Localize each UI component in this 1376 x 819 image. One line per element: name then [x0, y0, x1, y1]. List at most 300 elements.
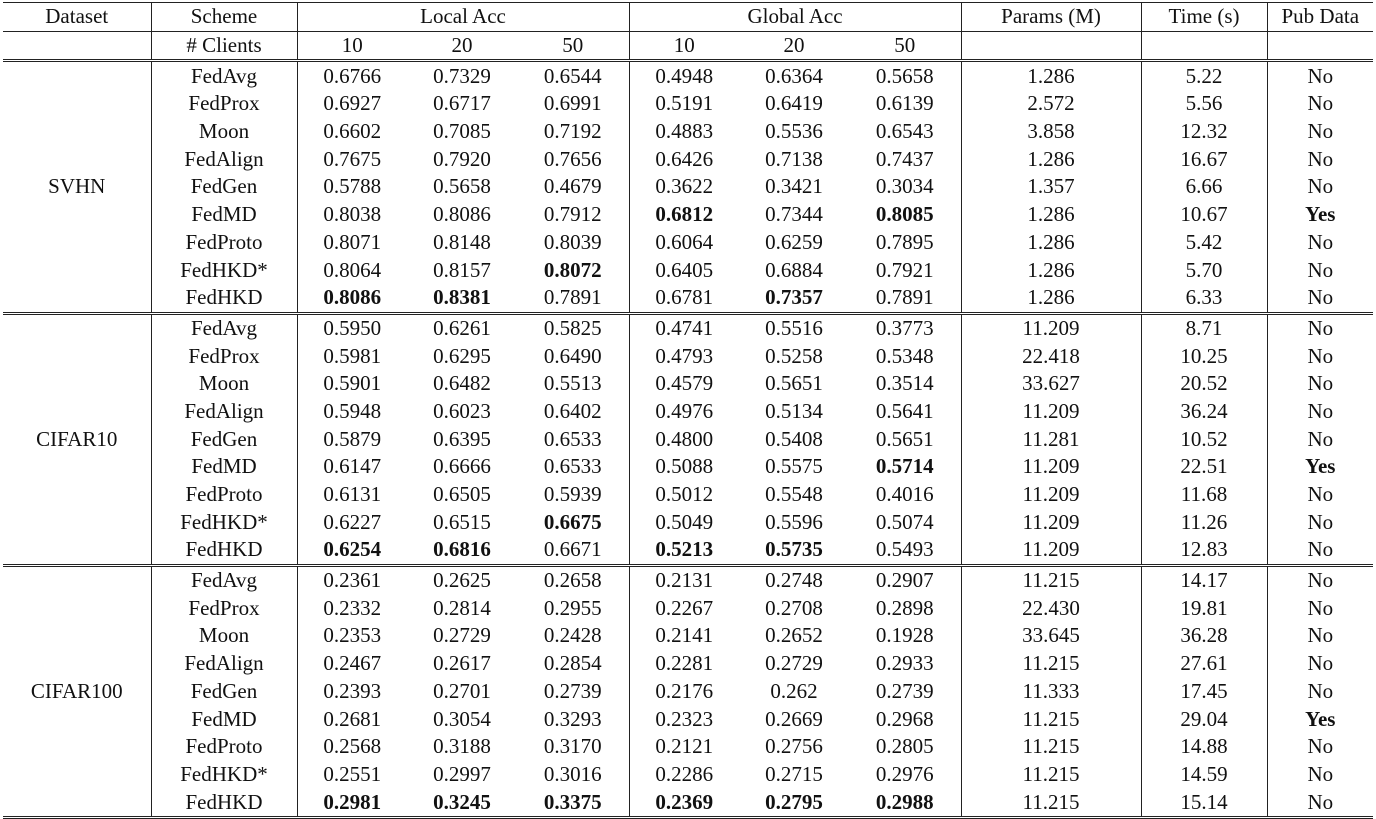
scheme-cell: FedProto	[151, 481, 297, 509]
global-acc-cell: 0.4793	[629, 342, 739, 370]
local-acc-cell: 0.6533	[543, 454, 602, 479]
time-cell: 36.24	[1141, 398, 1267, 426]
global-acc-cell: 0.2968	[875, 706, 934, 731]
params-cell: 11.209	[961, 313, 1141, 342]
results-body	[3, 61, 1373, 818]
global-acc-cell: 0.2369	[629, 788, 739, 817]
scheme-cell: FedAlign	[151, 145, 297, 173]
pub-data-cell: No	[1267, 398, 1373, 426]
local-acc-cell: 0.8381	[407, 284, 517, 313]
time-cell: 20.52	[1141, 370, 1267, 398]
global-acc-cell: 0.2748	[765, 568, 823, 593]
global-acc-cell: 0.6139	[875, 91, 934, 116]
global-acc-cell: 0.2652	[765, 623, 823, 648]
local-acc-cell: 0.2854	[543, 651, 602, 676]
scheme-cell: FedAlign	[151, 398, 297, 426]
time-cell: 5.70	[1141, 256, 1267, 284]
local-acc-cell: 0.7192	[543, 119, 602, 144]
global-acc-cell: 0.5088	[629, 453, 739, 481]
header-global-50: 50	[849, 31, 961, 61]
local-acc-cell: 0.7891	[517, 284, 629, 313]
scheme-cell: Moon	[151, 118, 297, 146]
header-params: Params (M)	[961, 3, 1141, 32]
dataset-label: CIFAR100	[3, 565, 151, 817]
time-cell: 29.04	[1141, 705, 1267, 733]
scheme-cell: FedGen	[151, 173, 297, 201]
local-acc-cell: 0.3293	[543, 706, 602, 731]
params-cell: 1.286	[961, 201, 1141, 229]
local-acc-cell: 0.5981	[297, 342, 407, 370]
table-row	[3, 788, 1373, 817]
params-cell: 11.209	[961, 481, 1141, 509]
header-row-2	[3, 31, 1373, 61]
params-cell: 3.858	[961, 118, 1141, 146]
pub-data-cell: No	[1267, 229, 1373, 257]
pub-data-cell: No	[1267, 145, 1373, 173]
local-acc-cell: 0.2814	[433, 595, 491, 620]
pub-data-cell: No	[1267, 173, 1373, 201]
global-acc-cell: 0.6781	[629, 284, 739, 313]
local-acc-cell: 0.6254	[297, 536, 407, 565]
global-acc-cell: 0.2141	[629, 622, 739, 650]
local-acc-cell: 0.5788	[297, 173, 407, 201]
local-acc-cell: 0.5879	[297, 425, 407, 453]
local-acc-cell: 0.2981	[297, 788, 407, 817]
time-cell: 12.32	[1141, 118, 1267, 146]
pub-data-cell: No	[1267, 678, 1373, 706]
dataset-label: CIFAR10	[3, 313, 151, 565]
params-cell: 1.357	[961, 173, 1141, 201]
table-row	[3, 761, 1373, 789]
local-acc-cell: 0.8072	[543, 257, 602, 282]
local-acc-cell: 0.2739	[543, 678, 602, 703]
local-acc-cell: 0.3016	[543, 761, 602, 786]
local-acc-cell: 0.2658	[543, 568, 602, 593]
time-cell: 6.33	[1141, 284, 1267, 313]
scheme-cell: FedAvg	[151, 313, 297, 342]
params-cell: 1.286	[961, 61, 1141, 90]
table-row	[3, 536, 1373, 565]
local-acc-cell: 0.8064	[297, 256, 407, 284]
header-row-1	[3, 3, 1373, 32]
time-cell: 17.45	[1141, 678, 1267, 706]
local-acc-cell: 0.8086	[297, 284, 407, 313]
global-acc-cell: 0.6064	[629, 229, 739, 257]
local-acc-cell: 0.8038	[297, 201, 407, 229]
global-acc-cell: 0.2898	[875, 595, 934, 620]
time-cell: 8.71	[1141, 313, 1267, 342]
local-acc-cell: 0.8039	[543, 229, 602, 254]
local-acc-cell: 0.5950	[297, 313, 407, 342]
time-cell: 11.26	[1141, 508, 1267, 536]
local-acc-cell: 0.8086	[433, 202, 491, 227]
global-acc-cell: 0.5536	[765, 119, 823, 144]
time-cell: 6.66	[1141, 173, 1267, 201]
local-acc-cell: 0.6766	[297, 61, 407, 90]
local-acc-cell: 0.5939	[543, 482, 602, 507]
global-acc-cell: 0.2988	[849, 788, 961, 817]
time-cell: 10.67	[1141, 201, 1267, 229]
table-row	[3, 90, 1373, 118]
header-time-empty	[1141, 31, 1267, 61]
scheme-cell: FedGen	[151, 425, 297, 453]
table-row	[3, 678, 1373, 706]
local-acc-cell: 0.6295	[433, 343, 491, 368]
local-acc-cell: 0.6991	[543, 91, 602, 116]
global-acc-cell: 0.5012	[629, 481, 739, 509]
params-cell: 11.215	[961, 788, 1141, 817]
global-acc-cell: 0.2805	[875, 734, 934, 759]
pub-data-cell: No	[1267, 788, 1373, 817]
pub-data-cell: No	[1267, 313, 1373, 342]
pub-data-cell: No	[1267, 481, 1373, 509]
scheme-cell: FedMD	[151, 453, 297, 481]
global-acc-cell: 0.2976	[875, 761, 934, 786]
scheme-cell: FedProto	[151, 733, 297, 761]
local-acc-cell: 0.6675	[543, 509, 602, 534]
global-acc-cell: 0.3421	[765, 174, 823, 199]
global-acc-cell: 0.2176	[629, 678, 739, 706]
pub-data-cell: No	[1267, 536, 1373, 565]
scheme-cell: FedProx	[151, 342, 297, 370]
global-acc-cell: 0.8085	[875, 202, 934, 227]
local-acc-cell: 0.3054	[433, 706, 491, 731]
header-scheme: Scheme	[151, 3, 297, 32]
scheme-cell: FedAvg	[151, 61, 297, 90]
params-cell: 11.215	[961, 565, 1141, 594]
header-global-20: 20	[739, 31, 849, 61]
pub-data-cell: No	[1267, 594, 1373, 622]
header-time: Time (s)	[1141, 3, 1267, 32]
params-cell: 22.418	[961, 342, 1141, 370]
time-cell: 22.51	[1141, 453, 1267, 481]
time-cell: 36.28	[1141, 622, 1267, 650]
global-acc-cell: 0.5049	[629, 508, 739, 536]
params-cell: 11.215	[961, 705, 1141, 733]
global-acc-cell: 0.2286	[629, 761, 739, 789]
pub-data-cell: Yes	[1267, 453, 1373, 481]
scheme-cell: FedHKD*	[151, 508, 297, 536]
local-acc-cell: 0.7912	[543, 202, 602, 227]
global-acc-cell: 0.5258	[765, 343, 823, 368]
global-acc-cell: 0.4016	[875, 482, 934, 507]
pub-data-cell: No	[1267, 370, 1373, 398]
pub-data-cell: Yes	[1267, 201, 1373, 229]
table-row	[3, 481, 1373, 509]
global-acc-cell: 0.5575	[765, 454, 823, 479]
global-acc-cell: 0.6884	[765, 257, 823, 282]
scheme-cell: FedGen	[151, 678, 297, 706]
results-table	[3, 2, 1373, 819]
time-cell: 19.81	[1141, 594, 1267, 622]
params-cell: 2.572	[961, 90, 1141, 118]
header-local-10: 10	[297, 31, 407, 61]
global-acc-cell: 0.7138	[765, 146, 823, 171]
table-row	[3, 733, 1373, 761]
pub-data-cell: No	[1267, 508, 1373, 536]
pub-data-cell: No	[1267, 61, 1373, 90]
local-acc-cell: 0.6816	[407, 536, 517, 565]
scheme-cell: FedHKD	[151, 536, 297, 565]
global-acc-cell: 0.4948	[629, 61, 739, 90]
header-dataset: Dataset	[3, 3, 151, 32]
dataset-label: SVHN	[3, 61, 151, 313]
local-acc-cell: 0.5901	[297, 370, 407, 398]
table-row	[3, 398, 1373, 426]
global-acc-cell: 0.2131	[629, 565, 739, 594]
global-acc-cell: 0.4579	[629, 370, 739, 398]
time-cell: 11.68	[1141, 481, 1267, 509]
header-pub-data: Pub Data	[1267, 3, 1373, 32]
params-cell: 1.286	[961, 145, 1141, 173]
global-acc-cell: 0.5516	[765, 315, 823, 340]
time-cell: 14.59	[1141, 761, 1267, 789]
pub-data-cell: No	[1267, 733, 1373, 761]
local-acc-cell: 0.2625	[433, 568, 491, 593]
local-acc-cell: 0.3375	[517, 788, 629, 817]
table-row	[3, 201, 1373, 229]
global-acc-cell: 0.7921	[875, 257, 934, 282]
params-cell: 11.215	[961, 761, 1141, 789]
global-acc-cell: 0.6259	[765, 229, 823, 254]
header-local-20: 20	[407, 31, 517, 61]
local-acc-cell: 0.2361	[297, 565, 407, 594]
global-acc-cell: 0.2715	[765, 761, 823, 786]
global-acc-cell: 0.5408	[765, 426, 823, 451]
global-acc-cell: 0.2708	[765, 595, 823, 620]
table-row	[3, 425, 1373, 453]
params-cell: 11.209	[961, 398, 1141, 426]
local-acc-cell: 0.7920	[433, 146, 491, 171]
global-acc-cell: 0.6419	[765, 91, 823, 116]
global-acc-cell: 0.5735	[739, 536, 849, 565]
local-acc-cell: 0.6227	[297, 508, 407, 536]
global-acc-cell: 0.2267	[629, 594, 739, 622]
time-cell: 15.14	[1141, 788, 1267, 817]
local-acc-cell: 0.6602	[297, 118, 407, 146]
local-acc-cell: 0.2681	[297, 705, 407, 733]
time-cell: 10.25	[1141, 342, 1267, 370]
table-row	[3, 453, 1373, 481]
time-cell: 10.52	[1141, 425, 1267, 453]
pub-data-cell: No	[1267, 256, 1373, 284]
time-cell: 5.42	[1141, 229, 1267, 257]
local-acc-cell: 0.6402	[543, 398, 602, 423]
scheme-cell: FedProto	[151, 229, 297, 257]
scheme-cell: FedMD	[151, 705, 297, 733]
global-acc-cell: 0.6812	[629, 201, 739, 229]
params-cell: 11.209	[961, 453, 1141, 481]
local-acc-cell: 0.6717	[433, 91, 491, 116]
params-cell: 1.286	[961, 284, 1141, 313]
global-acc-cell: 0.3514	[875, 371, 934, 396]
local-acc-cell: 0.2997	[433, 761, 491, 786]
scheme-cell: Moon	[151, 370, 297, 398]
local-acc-cell: 0.5513	[543, 371, 602, 396]
local-acc-cell: 0.6131	[297, 481, 407, 509]
global-acc-cell: 0.6405	[629, 256, 739, 284]
pub-data-cell: No	[1267, 425, 1373, 453]
local-acc-cell: 0.6544	[543, 63, 602, 88]
scheme-cell: FedProx	[151, 594, 297, 622]
pub-data-cell: No	[1267, 565, 1373, 594]
local-acc-cell: 0.3188	[433, 734, 491, 759]
local-acc-cell: 0.6490	[543, 343, 602, 368]
global-acc-cell: 0.5493	[849, 536, 961, 565]
params-cell: 11.215	[961, 733, 1141, 761]
scheme-cell: FedAlign	[151, 650, 297, 678]
time-cell: 12.83	[1141, 536, 1267, 565]
global-acc-cell: 0.5074	[875, 509, 934, 534]
global-acc-cell: 0.6364	[765, 63, 823, 88]
global-acc-cell: 0.2669	[765, 706, 823, 731]
scheme-cell: FedHKD*	[151, 256, 297, 284]
global-acc-cell: 0.7344	[765, 202, 823, 227]
scheme-cell: FedMD	[151, 201, 297, 229]
pub-data-cell: No	[1267, 90, 1373, 118]
global-acc-cell: 0.5651	[765, 371, 823, 396]
table-row	[3, 229, 1373, 257]
local-acc-cell: 0.6482	[433, 371, 491, 396]
global-acc-cell: 0.6426	[629, 145, 739, 173]
local-acc-cell: 0.7656	[543, 146, 602, 171]
header-local-acc: Local Acc	[297, 3, 629, 32]
time-cell: 27.61	[1141, 650, 1267, 678]
local-acc-cell: 0.6671	[517, 536, 629, 565]
local-acc-cell: 0.2428	[543, 623, 602, 648]
pub-data-cell: Yes	[1267, 705, 1373, 733]
local-acc-cell: 0.3245	[407, 788, 517, 817]
global-acc-cell: 0.2729	[765, 651, 823, 676]
table-row	[3, 173, 1373, 201]
global-acc-cell: 0.2907	[875, 568, 934, 593]
global-acc-cell: 0.4741	[629, 313, 739, 342]
global-acc-cell: 0.7357	[739, 284, 849, 313]
local-acc-cell: 0.2393	[297, 678, 407, 706]
global-acc-cell: 0.2739	[875, 678, 934, 703]
time-cell: 5.22	[1141, 61, 1267, 90]
local-acc-cell: 0.4679	[543, 174, 602, 199]
params-cell: 11.215	[961, 650, 1141, 678]
results-table-container	[3, 2, 1373, 819]
local-acc-cell: 0.6533	[543, 426, 602, 451]
global-acc-cell: 0.3773	[875, 315, 934, 340]
local-acc-cell: 0.5825	[543, 315, 602, 340]
params-cell: 33.627	[961, 370, 1141, 398]
local-acc-cell: 0.2729	[433, 623, 491, 648]
global-acc-cell: 0.5134	[765, 398, 823, 423]
scheme-cell: Moon	[151, 622, 297, 650]
local-acc-cell: 0.2332	[297, 594, 407, 622]
local-acc-cell: 0.2467	[297, 650, 407, 678]
global-acc-cell: 0.5191	[629, 90, 739, 118]
header-pub-empty	[1267, 31, 1373, 61]
local-acc-cell: 0.8071	[297, 229, 407, 257]
table-row	[3, 284, 1373, 313]
global-acc-cell: 0.2756	[765, 734, 823, 759]
global-acc-cell: 0.3622	[629, 173, 739, 201]
pub-data-cell: No	[1267, 118, 1373, 146]
header-params-empty	[961, 31, 1141, 61]
scheme-cell: FedHKD*	[151, 761, 297, 789]
local-acc-cell: 0.5658	[433, 174, 491, 199]
local-acc-cell: 0.6395	[433, 426, 491, 451]
table-row	[3, 61, 1373, 90]
pub-data-cell: No	[1267, 761, 1373, 789]
global-acc-cell: 0.5213	[629, 536, 739, 565]
global-acc-cell: 0.5348	[875, 343, 934, 368]
global-acc-cell: 0.5596	[765, 509, 823, 534]
header-global-10: 10	[629, 31, 739, 61]
local-acc-cell: 0.2551	[297, 761, 407, 789]
local-acc-cell: 0.2353	[297, 622, 407, 650]
header-local-50: 50	[517, 31, 629, 61]
global-acc-cell: 0.7895	[875, 229, 934, 254]
global-acc-cell: 0.2323	[629, 705, 739, 733]
table-row	[3, 705, 1373, 733]
scheme-cell: FedHKD	[151, 284, 297, 313]
local-acc-cell: 0.6666	[433, 454, 491, 479]
table-row	[3, 508, 1373, 536]
global-acc-cell: 0.2795	[739, 788, 849, 817]
header-clients: # Clients	[151, 31, 297, 61]
params-cell: 11.333	[961, 678, 1141, 706]
global-acc-cell: 0.2281	[629, 650, 739, 678]
local-acc-cell: 0.6023	[433, 398, 491, 423]
pub-data-cell: No	[1267, 284, 1373, 313]
table-row	[3, 622, 1373, 650]
table-row	[3, 313, 1373, 342]
params-cell: 33.645	[961, 622, 1141, 650]
global-acc-cell: 0.5658	[875, 63, 934, 88]
local-acc-cell: 0.7329	[433, 63, 491, 88]
local-acc-cell: 0.8148	[433, 229, 491, 254]
table-row	[3, 342, 1373, 370]
scheme-cell: FedProx	[151, 90, 297, 118]
pub-data-cell: No	[1267, 342, 1373, 370]
global-acc-cell: 0.6543	[875, 119, 934, 144]
params-cell: 1.286	[961, 229, 1141, 257]
local-acc-cell: 0.6505	[433, 482, 491, 507]
header-empty	[3, 31, 151, 61]
params-cell: 11.209	[961, 508, 1141, 536]
global-acc-cell: 0.4800	[629, 425, 739, 453]
local-acc-cell: 0.2701	[433, 678, 491, 703]
scheme-cell: FedHKD	[151, 788, 297, 817]
params-cell: 1.286	[961, 256, 1141, 284]
global-acc-cell: 0.262	[770, 678, 818, 703]
global-acc-cell: 0.7437	[875, 146, 934, 171]
table-row	[3, 370, 1373, 398]
header-global-acc: Global Acc	[629, 3, 961, 32]
table-row	[3, 145, 1373, 173]
params-cell: 11.209	[961, 536, 1141, 565]
local-acc-cell: 0.2617	[433, 651, 491, 676]
global-acc-cell: 0.3034	[875, 174, 934, 199]
local-acc-cell: 0.6261	[433, 315, 491, 340]
global-acc-cell: 0.5548	[765, 482, 823, 507]
global-acc-cell: 0.2121	[629, 733, 739, 761]
time-cell: 14.88	[1141, 733, 1267, 761]
global-acc-cell: 0.5714	[875, 454, 934, 479]
table-row	[3, 594, 1373, 622]
local-acc-cell: 0.2955	[543, 595, 602, 620]
local-acc-cell: 0.6515	[433, 509, 491, 534]
table-row	[3, 565, 1373, 594]
global-acc-cell: 0.5641	[875, 398, 934, 423]
table-row	[3, 118, 1373, 146]
local-acc-cell: 0.6927	[297, 90, 407, 118]
